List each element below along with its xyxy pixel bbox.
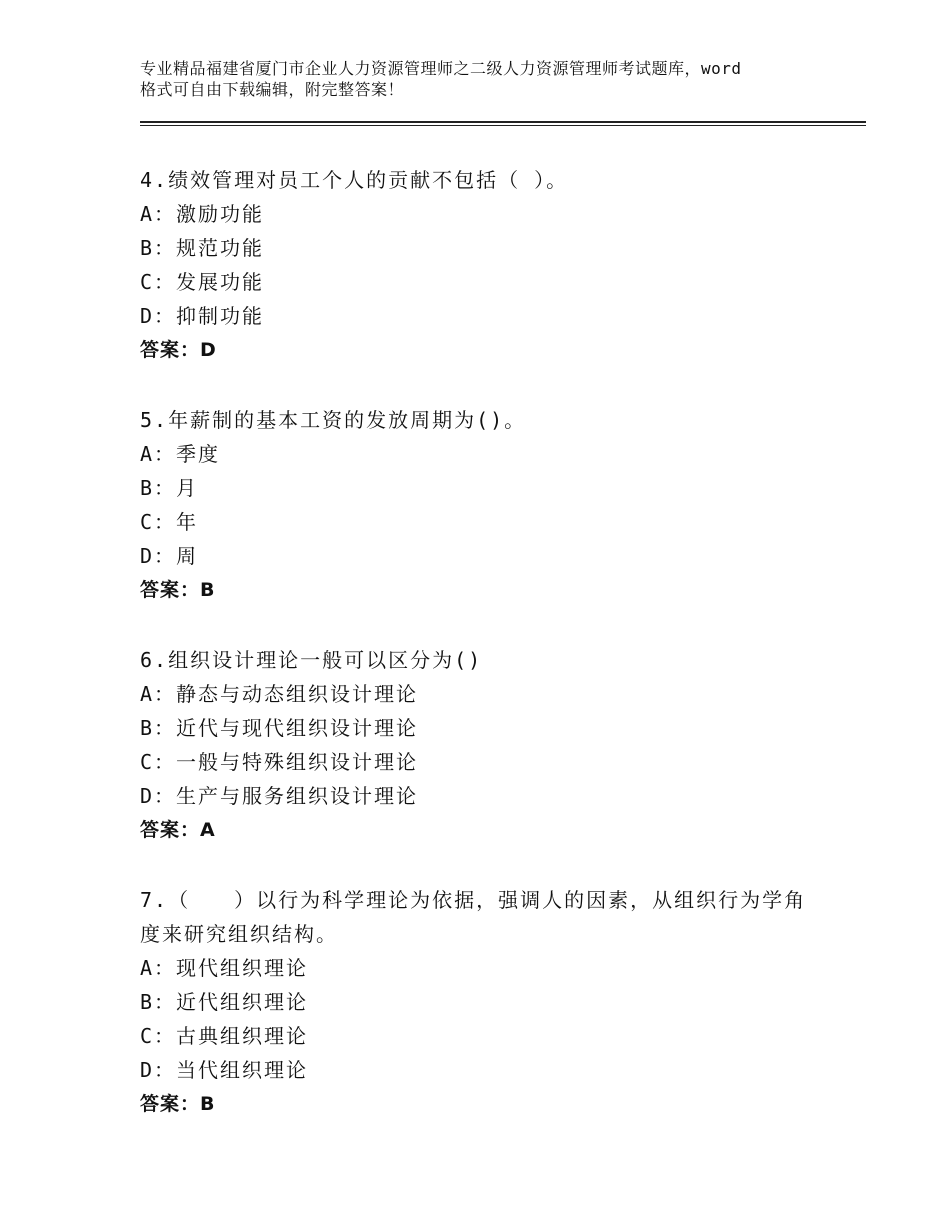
question-stem: 5.年薪制的基本工资的发放周期为()。 bbox=[140, 408, 527, 432]
question-7 bbox=[140, 883, 840, 1121]
answer-line: 答案：B bbox=[140, 579, 216, 601]
question-stem-line-1: 7.（ ）以行为科学理论为依据，强调人的因素，从组织行为学角 bbox=[140, 888, 807, 912]
option-c: C：发展功能 bbox=[140, 270, 265, 294]
answer-line: 答案：D bbox=[140, 339, 217, 361]
answer-line: 答案：B bbox=[140, 1093, 216, 1115]
answer-line: 答案：A bbox=[140, 819, 216, 841]
question-stem-line-2: 度来研究组织结构。 bbox=[140, 922, 338, 946]
option-b: B：近代组织理论 bbox=[140, 990, 309, 1014]
option-a: A：现代组织理论 bbox=[140, 956, 309, 980]
question-6 bbox=[140, 643, 840, 847]
option-d: D：当代组织理论 bbox=[140, 1058, 309, 1082]
header-divider-thick bbox=[140, 121, 866, 123]
header-divider-thin bbox=[140, 125, 866, 126]
option-b: B：月 bbox=[140, 476, 199, 500]
option-a: A：季度 bbox=[140, 442, 221, 466]
option-a: A：静态与动态组织设计理论 bbox=[140, 682, 419, 706]
option-b: B：近代与现代组织设计理论 bbox=[140, 716, 419, 740]
header-line-1: 专业精品福建省厦门市企业人力资源管理师之二级人力资源管理师考试题库，word bbox=[140, 59, 742, 78]
option-c: C：古典组织理论 bbox=[140, 1024, 309, 1048]
option-d: D：周 bbox=[140, 544, 199, 568]
question-stem: 4.绩效管理对员工个人的贡献不包括（ ）。 bbox=[140, 168, 569, 192]
option-c: C：年 bbox=[140, 510, 199, 534]
option-a: A：激励功能 bbox=[140, 202, 265, 226]
option-c: C：一般与特殊组织设计理论 bbox=[140, 750, 419, 774]
question-4 bbox=[140, 163, 840, 367]
question-list bbox=[140, 163, 840, 1157]
option-b: B：规范功能 bbox=[140, 236, 265, 260]
question-5 bbox=[140, 403, 840, 607]
question-stem: 6.组织设计理论一般可以区分为() bbox=[140, 648, 483, 672]
option-d: D：生产与服务组织设计理论 bbox=[140, 784, 419, 808]
document-header bbox=[140, 58, 840, 100]
header-line-2: 格式可自由下载编辑，附完整答案！ bbox=[140, 80, 405, 99]
option-d: D：抑制功能 bbox=[140, 304, 265, 328]
